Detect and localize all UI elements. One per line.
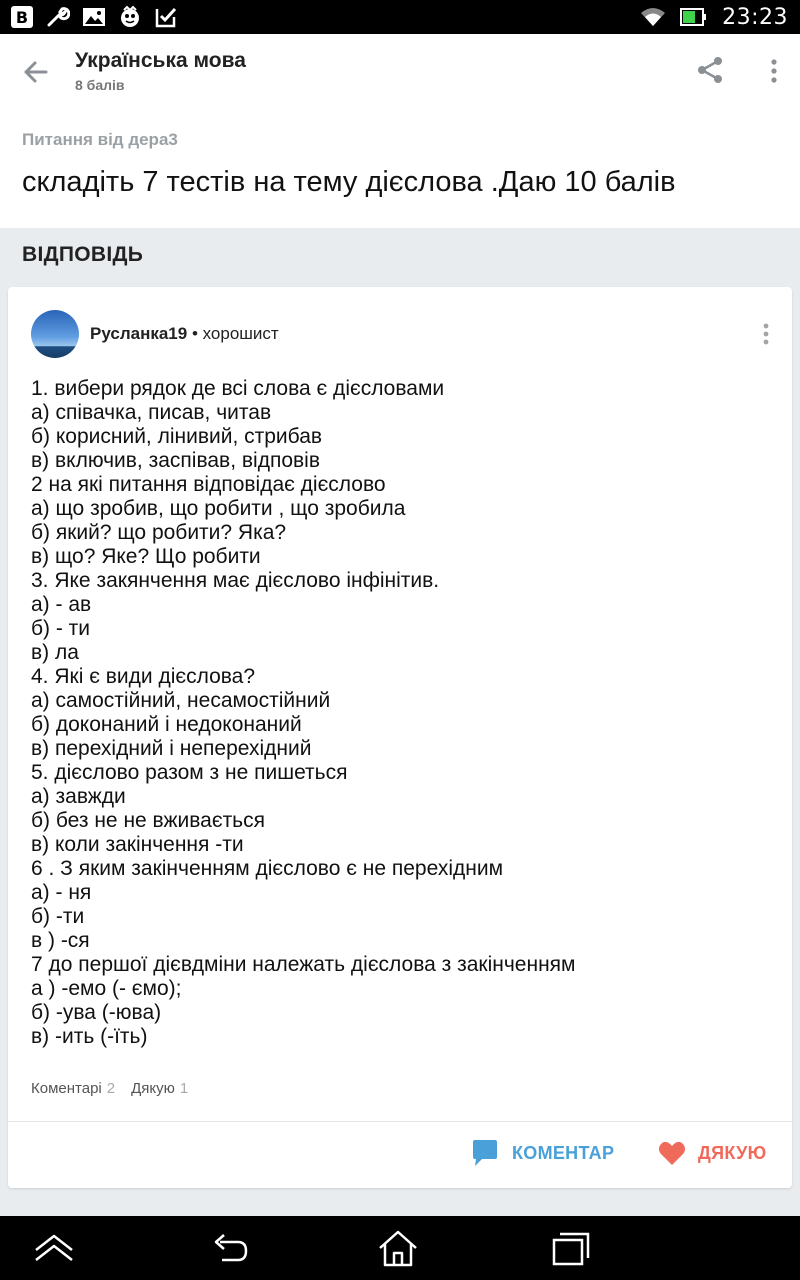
- comment-button[interactable]: [470, 1136, 614, 1170]
- comment-bubble-icon: [470, 1138, 500, 1168]
- answer-line: б) -ува (-юва): [31, 1001, 162, 1024]
- answer-line: 6 . З яким закінченням дієслово є не перехідним: [31, 857, 504, 880]
- answer-line: 5. дієслово разом з не пишеться: [31, 761, 348, 784]
- comments-count: 2: [106, 1080, 116, 1097]
- answer-line: а) - ав: [31, 593, 92, 616]
- notification-icons: [10, 5, 178, 29]
- answer-line: в) що? Яке? Що робити: [31, 545, 261, 568]
- comment-button-label: КОМЕНТАР: [512, 1142, 615, 1163]
- answer-line: в) -ить (-їть): [31, 1025, 148, 1048]
- answer-line: 2 на які питання відповідає дієслово: [31, 473, 386, 496]
- answer-line: б) - ти: [31, 617, 91, 640]
- answer-line: а) співачка, писав, читав: [31, 401, 272, 424]
- author-rank: • хорошист: [187, 324, 279, 343]
- question-author: Питання від дера3: [22, 130, 178, 149]
- answer-line: 7 до першої дієвдміни належать дієслова з закінченням: [31, 953, 576, 976]
- answer-card: [8, 287, 792, 1188]
- status-bar: [0, 0, 800, 34]
- answer-line: а) - ня: [31, 881, 92, 904]
- face-icon: [118, 5, 142, 29]
- answer-author[interactable]: [90, 324, 279, 344]
- answer-line: в) коли закінчення -ти: [31, 833, 244, 856]
- more-vertical-icon: [756, 321, 776, 349]
- battery-icon: [680, 7, 708, 27]
- share-button[interactable]: [694, 54, 726, 86]
- answer-line: б) -ти: [31, 905, 85, 928]
- home-icon: [376, 1228, 420, 1268]
- answer-stats: [31, 1080, 188, 1097]
- back-button[interactable]: [20, 56, 52, 88]
- answer-text: [31, 377, 771, 1049]
- nav-recents-button[interactable]: [548, 1228, 592, 1268]
- divider: [8, 1121, 792, 1122]
- checkbox-icon: [154, 5, 178, 29]
- answer-line: а) завжди: [31, 785, 126, 808]
- answer-line: б) доконаний і недоконаний: [31, 713, 302, 736]
- app-bar: [0, 34, 800, 106]
- question-text: складіть 7 тестів на тему дієслова .Даю 10 балів: [22, 166, 676, 198]
- recent-apps-icon: [548, 1228, 592, 1268]
- answer-line: в) ла: [31, 641, 79, 664]
- avatar[interactable]: [31, 310, 79, 358]
- answer-line: 4. Які є види дієслова?: [31, 665, 256, 688]
- answer-line: 1. вибери рядок де всі слова є дієсловами: [31, 377, 445, 400]
- arrow-left-icon: [20, 56, 52, 88]
- thanks-count: 1: [179, 1080, 189, 1097]
- vk-icon: [10, 5, 34, 29]
- undo-arrow-icon: [208, 1228, 252, 1268]
- answer-line: а ) -емо (- ємо);: [31, 977, 182, 1000]
- heart-icon: [658, 1140, 686, 1166]
- answer-line: б) без не не вживається: [31, 809, 265, 832]
- answer-line: в) перехідний і неперехідний: [31, 737, 312, 760]
- more-vertical-icon: [762, 56, 786, 88]
- thanks-button[interactable]: [658, 1136, 766, 1170]
- answer-line: а) що зробив, що робити , що зробила: [31, 497, 406, 520]
- overflow-menu-button[interactable]: [762, 56, 786, 88]
- answer-line: б) який? що робити? Яка?: [31, 521, 287, 544]
- answer-line: в) включив, заспівав, відповів: [31, 449, 320, 472]
- points-label: 8 балів: [75, 77, 125, 93]
- answer-section-title: ВІДПОВІДЬ: [22, 243, 144, 266]
- clock: 23:23: [722, 4, 788, 30]
- page-title: Українська мова: [75, 49, 246, 72]
- navigation-bar: [0, 1216, 800, 1280]
- share-icon: [694, 54, 726, 86]
- gallery-icon: [82, 5, 106, 29]
- thanks-button-label: ДЯКУЮ: [698, 1142, 767, 1163]
- thanks-link[interactable]: Дякую 1: [131, 1080, 189, 1097]
- wrench-icon: [46, 5, 70, 29]
- wifi-icon: [640, 6, 666, 28]
- svg-text:B: B: [15, 8, 29, 27]
- comments-link[interactable]: Коментарі 2: [31, 1080, 116, 1097]
- nav-home-button[interactable]: [376, 1228, 420, 1268]
- chevron-up-icon: [32, 1228, 76, 1268]
- answer-line: в ) -ся: [31, 929, 90, 952]
- answer-line: б) корисний, лінивий, стрибав: [31, 425, 323, 448]
- answer-line: а) самостійний, несамостійний: [31, 689, 331, 712]
- nav-back-button[interactable]: [208, 1228, 252, 1268]
- nav-up-button[interactable]: [32, 1228, 76, 1268]
- question-block: [0, 106, 800, 228]
- author-name: Русланка19: [90, 324, 188, 343]
- answer-menu-button[interactable]: [756, 321, 776, 349]
- answer-line: 3. Яке закянчення має дієслово інфінітив.: [31, 569, 440, 592]
